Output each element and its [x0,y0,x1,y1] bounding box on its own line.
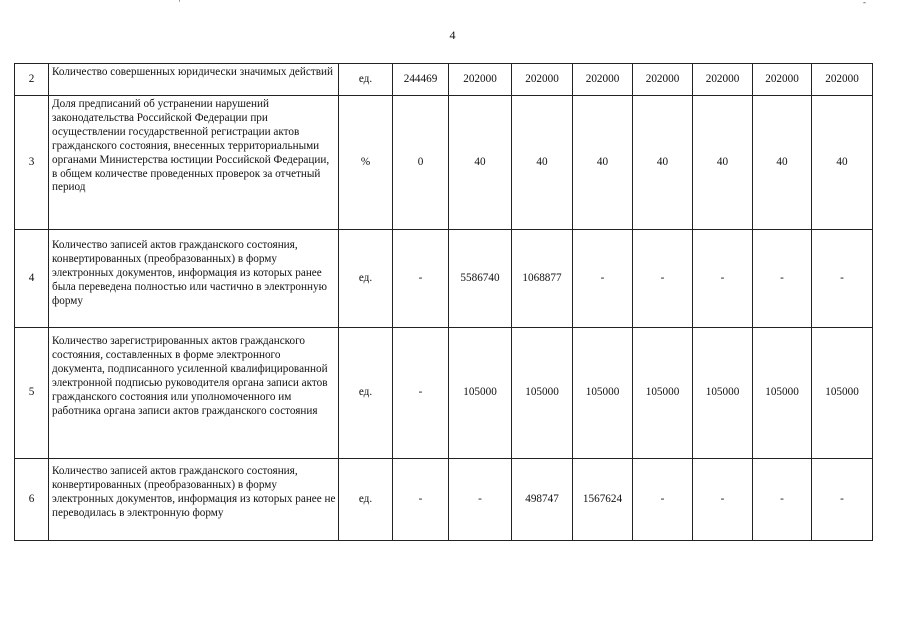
indicators-table [14,63,873,541]
row-number: 3 [15,96,49,230]
unit-cell: ед. [339,459,393,541]
scan-artifact: · [178,0,181,6]
value-cell: 105000 [633,328,693,459]
value-cell: 105000 [812,328,873,459]
indicator-name: Количество зарегистрированных актов гражданского состояния, составленных в форме электронного документа, подписанного усиленной квалифицированной электронной подписью руководителя органа записи актов гражданского состояния или уполномоченного им работника органа записи актов гражданского состояния [49,328,339,459]
value-cell: 40 [812,96,873,230]
value-cell: 105000 [693,328,753,459]
value-cell: 40 [449,96,512,230]
unit-cell: ед. [339,328,393,459]
value-cell: 105000 [449,328,512,459]
value-cell: 40 [573,96,633,230]
value-cell: 105000 [573,328,633,459]
indicator-name: Количество записей актов гражданского состояния, конвертированных (преобразованных) в форму электронных документов, информация из которых ранее не переводилась в электронную форму [49,459,339,541]
unit-cell: ед. [339,64,393,96]
value-cell: 1567624 [573,459,633,541]
value-cell: - [393,459,449,541]
value-cell: 5586740 [449,230,512,328]
value-cell: 40 [512,96,573,230]
value-cell: 202000 [573,64,633,96]
value-cell: 202000 [512,64,573,96]
table-row [15,459,873,541]
indicator-name: Доля предписаний об устранении нарушений законодательства Российской Федерации при осуществлении государственной регистрации актов гражданского состояния, внесенных территориальными органами Министерства юстиции Российской Федерации, в общем количестве проведенных проверок за отчетный период [49,96,339,230]
value-cell: - [693,459,753,541]
value-cell: - [573,230,633,328]
value-cell: 202000 [693,64,753,96]
scan-artifact: - [863,0,866,7]
value-cell: 1068877 [512,230,573,328]
table-row [15,328,873,459]
value-cell: 202000 [812,64,873,96]
value-cell: 40 [753,96,812,230]
page-number: 4 [449,28,456,42]
row-number: 6 [15,459,49,541]
table-row [15,64,873,96]
value-cell: 0 [393,96,449,230]
value-cell: 202000 [753,64,812,96]
unit-cell: ед. [339,230,393,328]
value-cell: - [812,459,873,541]
indicator-name: Количество совершенных юридически значимых действий [49,64,339,96]
value-cell: - [753,230,812,328]
value-cell: - [393,230,449,328]
indicator-name: Количество записей актов гражданского состояния, конвертированных (преобразованных) в форму электронных документов, информация из которых ранее была переведена полностью или частично в электронную форму [49,230,339,328]
row-number: 4 [15,230,49,328]
value-cell: 40 [633,96,693,230]
table-row [15,96,873,230]
row-number: 5 [15,328,49,459]
value-cell: 244469 [393,64,449,96]
value-cell: - [393,328,449,459]
table-row [15,230,873,328]
row-number: 2 [15,64,49,96]
value-cell: 202000 [633,64,693,96]
value-cell: - [633,230,693,328]
value-cell: 105000 [753,328,812,459]
value-cell: 498747 [512,459,573,541]
value-cell: - [753,459,812,541]
value-cell: - [449,459,512,541]
value-cell: - [633,459,693,541]
value-cell: 202000 [449,64,512,96]
value-cell: 105000 [512,328,573,459]
value-cell: - [693,230,753,328]
value-cell: 40 [693,96,753,230]
unit-cell: % [339,96,393,230]
value-cell: - [812,230,873,328]
